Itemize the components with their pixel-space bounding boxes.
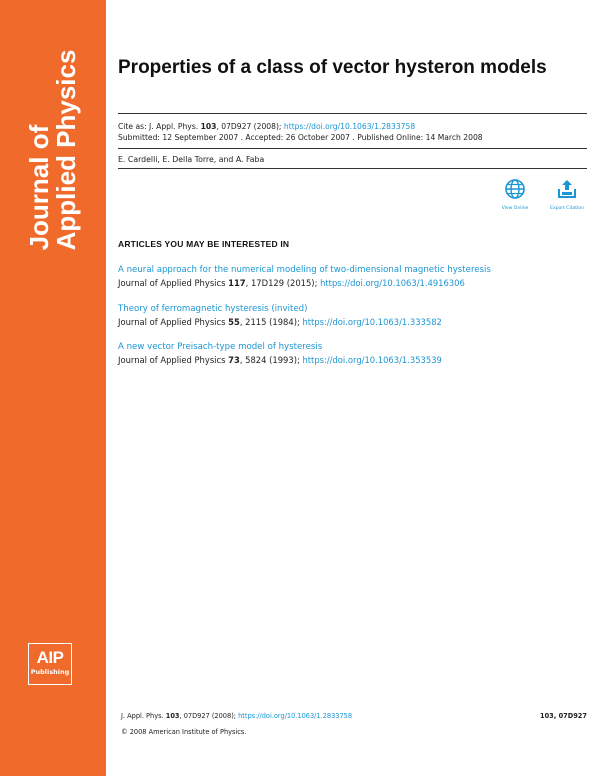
footer-cite-volume: 103 bbox=[165, 712, 180, 720]
cite-volume: 103 bbox=[200, 122, 217, 131]
article-pages: , 17D129 (2015); bbox=[245, 278, 321, 288]
author-list: E. Cardelli, E. Della Torre, and A. Faba bbox=[118, 155, 265, 164]
footer-cite-prefix: J. Appl. Phys. bbox=[121, 712, 166, 720]
article-journal: Journal of Applied Physics bbox=[118, 317, 229, 327]
citation-line bbox=[118, 121, 415, 132]
aip-logo-subtext: Publishing bbox=[30, 668, 70, 676]
footer-copyright: © 2008 American Institute of Physics. bbox=[121, 728, 247, 736]
globe-icon bbox=[504, 178, 526, 200]
article-journal: Journal of Applied Physics bbox=[118, 278, 229, 288]
article-pages: , 5824 (1993); bbox=[239, 355, 303, 365]
journal-name bbox=[26, 50, 80, 251]
related-article-title-link[interactable]: A new vector Preisach-type model of hysteresis bbox=[118, 342, 323, 352]
article-doi-link[interactable]: https://doi.org/10.1063/1.333582 bbox=[302, 317, 442, 327]
related-article-citation bbox=[118, 316, 588, 329]
cite-rest: , 07D927 (2008); bbox=[216, 122, 284, 131]
cite-prefix: Cite as: J. Appl. Phys. bbox=[118, 122, 201, 131]
article-doi-link[interactable]: https://doi.org/10.1063/1.4916306 bbox=[320, 278, 465, 288]
article-volume: 73 bbox=[228, 355, 240, 365]
export-citation-label: Export Citation bbox=[550, 206, 584, 211]
article-volume: 117 bbox=[228, 278, 246, 288]
article-pages: , 2115 (1984); bbox=[239, 317, 303, 327]
authors-divider bbox=[118, 168, 587, 169]
export-icon bbox=[556, 178, 578, 200]
dates-divider bbox=[118, 148, 587, 149]
related-article-title-link[interactable]: A neural approach for the numerical modeling of two-dimensional magnetic hysteresis bbox=[118, 265, 491, 275]
related-article bbox=[118, 341, 588, 367]
footer-doi-link[interactable]: https://doi.org/10.1063/1.2833758 bbox=[238, 712, 353, 720]
journal-name-line1: Journal of bbox=[24, 124, 54, 251]
aip-logo-text: AIP bbox=[36, 648, 64, 667]
related-article-title-link[interactable]: Theory of ferromagnetic hysteresis (invited) bbox=[118, 304, 308, 314]
related-article-citation bbox=[118, 354, 588, 367]
related-article bbox=[118, 303, 588, 329]
journal-sidebar bbox=[0, 0, 106, 776]
view-online-label: View Online bbox=[501, 206, 529, 211]
footer-page-ref: 103, 07D927 bbox=[540, 712, 587, 720]
related-article-citation bbox=[118, 277, 588, 290]
related-article bbox=[118, 264, 588, 290]
article-journal: Journal of Applied Physics bbox=[118, 355, 229, 365]
paper-title: Properties of a class of vector hysteron models bbox=[118, 57, 547, 78]
article-volume: 55 bbox=[228, 317, 240, 327]
related-articles-heading: ARTICLES YOU MAY BE INTERESTED IN bbox=[118, 239, 290, 249]
title-divider bbox=[118, 113, 587, 114]
publication-dates: Submitted: 12 September 2007 . Accepted: 26 October 2007 . Published Online: 14 March 2008 bbox=[118, 133, 483, 142]
aip-publishing-logo[interactable] bbox=[28, 643, 72, 685]
footer-citation bbox=[121, 712, 352, 720]
journal-name-line2: Applied Physics bbox=[51, 49, 81, 251]
export-citation-button[interactable] bbox=[547, 178, 587, 212]
footer-cite-rest: , 07D927 (2008); bbox=[179, 712, 239, 720]
article-doi-link[interactable]: https://doi.org/10.1063/1.353539 bbox=[302, 355, 442, 365]
paper-doi-link[interactable]: https://doi.org/10.1063/1.2833758 bbox=[283, 122, 416, 131]
view-online-button[interactable] bbox=[495, 178, 535, 212]
